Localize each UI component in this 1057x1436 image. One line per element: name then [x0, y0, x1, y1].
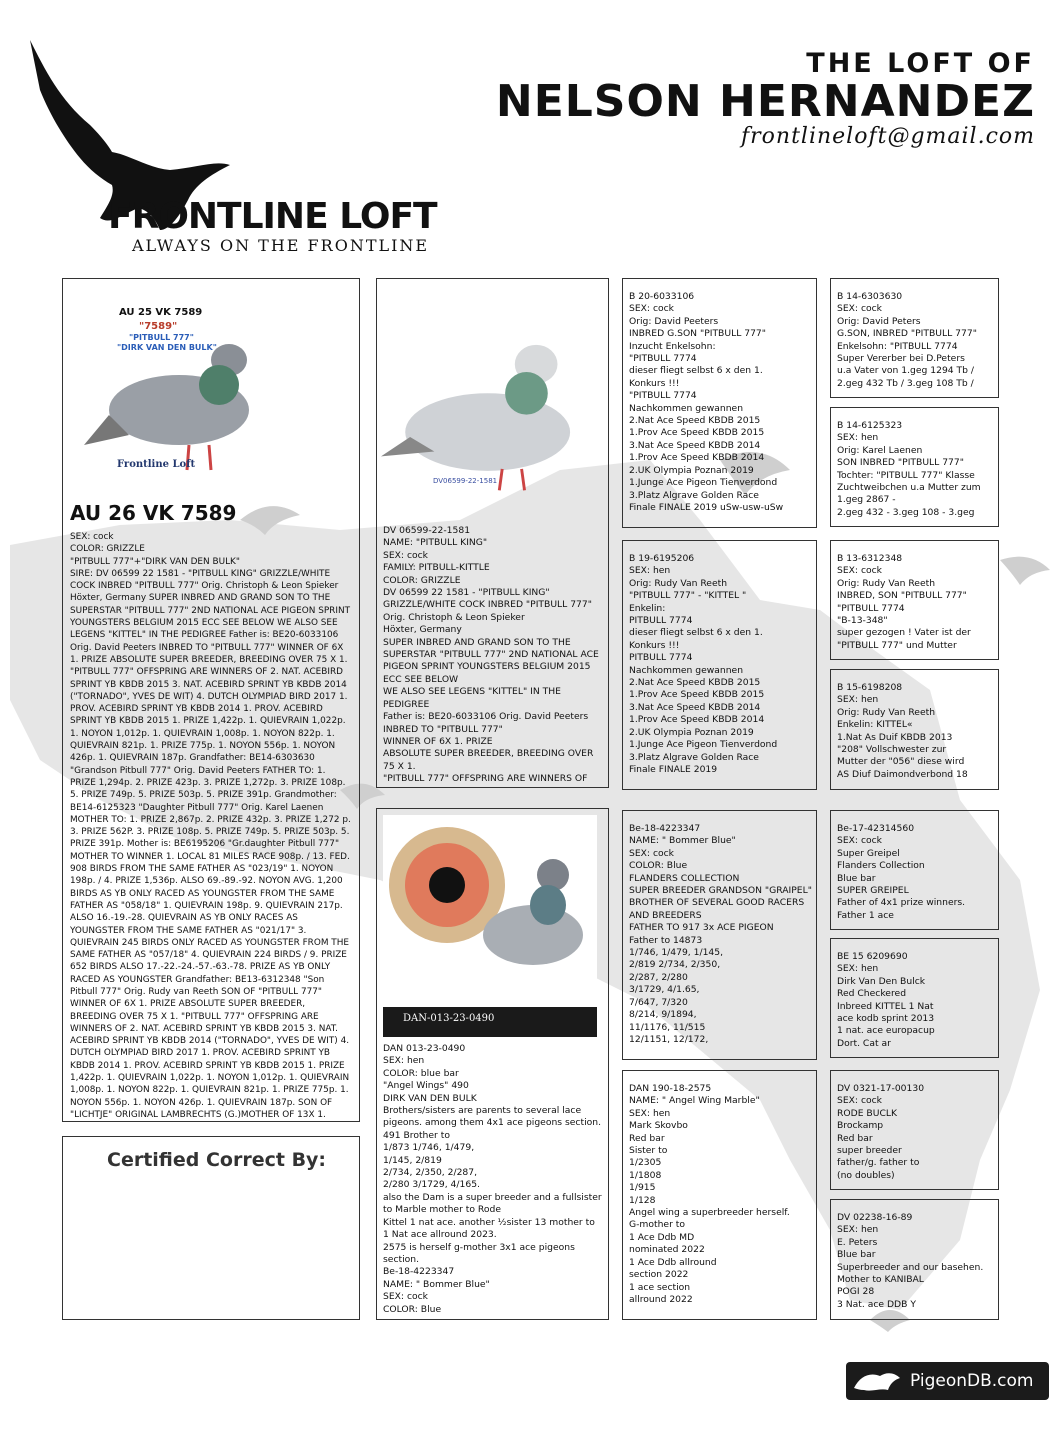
loft-of-heading: THE LOFT OF: [806, 48, 1035, 79]
loft-email: frontlineloft@gmail.com: [741, 124, 1035, 149]
pigeondb-logo-icon: [852, 1366, 902, 1396]
ancestor-text-dss: Be-17-42314560 SEX: cock Super Greipel Flanders Collection Blue bar SUPER GREIPEL Father of 4x1 prize winners. Father 1 ace: [837, 823, 966, 921]
sire-photo: [381, 283, 605, 523]
ancestor-text-sdd: B 15-6198208 SEX: hen Orig: Rudy Van Reeth Enkelin: KITTEL« 1.Nat As Duif KBDB 2013 "208" Vollschwester zur Mutter der "056" diese wird AS Diuf Daimondverbond 18: [837, 682, 968, 780]
sire-photo-caption: DV06599-22-1581: [433, 477, 498, 485]
brand-title: FRONTLINE LOFT: [108, 196, 437, 237]
ancestor-box-ddd: [830, 1199, 999, 1320]
photo-ring-label: AU 25 VK 7589: [119, 307, 203, 318]
photo-signature: Frontline Loft: [117, 459, 196, 470]
ancestor-text-ss: B 20-6033106 SEX: cock Orig: David Peeters INBRED G.SON "PITBULL 777" Inzucht Enkelsohn: "PITBULL 7774 dieser fliegt selbst 6 x den 1. Konkurs !!! "PITBULL 7774 Nachkommen gewannen 2.Nat Ace Speed KBDB 2015 1.Prov Ace Speed KBDB 2015 3.Nat Ace Speed KBDB 2014 1.Prov Ace Speed KBDB 2014 2.UK Olympia Poznan 2019 1.Junge Ace Pigeon Tienverdond 3.Platz Algrave Golden Race Finale FINALE 2019 uSw-usw-uSw: [629, 291, 784, 513]
ancestor-box-dss: [830, 810, 999, 930]
ancestor-box-sds: [830, 540, 999, 660]
photo-name-label: "7589": [139, 321, 178, 332]
ancestor-box-sd: [622, 540, 817, 790]
ancestor-text-sss: B 14-6303630 SEX: cock Orig: David Peters G.SON, INBRED "PITBULL 777" Enkelsohn: "PITBULL 7774 Super Vererber bei D.Peters u.a Vater von 1.geg 1294 Tb / 2.geg 432 Tb / 3.geg 108 Tb /: [837, 291, 977, 389]
main-pedigree-text: SEX: cock COLOR: GRIZZLE "PITBULL 777"+"DIRK VAN DEN BULK" SIRE: DV 06599 22 1581 - "PITBULL KING" GRIZZLE/WHITE COCK INBRED "PITBULL 777" Orig. Christoph & Leon Spieker Höxter, Germany SUPER INBRED AND GRAND SON TO THE SUPERSTAR "PITBULL 777" 2ND NATIONAL ACE PIGEON SPRINT YOUNGSTERS BELGIUM 2015 ECC SEE BELOW WE ALSO SEE LEGENS "KITTEL" IN THE PEDIGREE Father is: BE20-6033106 Orig. David Peeters INBRED TO "PITBULL 777" WINNER OF 6X 1. PRIZE ABSOLUTE SUPER BREEDER, BREEDING OVER 75 X 1. "PITBULL 777" OFFSPRING ARE WINNERS OF 2. NAT. ACEBIRD SPRINT YB KBDB 2015 3. NAT. ACEBIRD SPRINT YB KBDB 2014 ("TORNADO", YVES DE WIT) 4. DUTCH OLYMPIAD BIRD 2017 1. PROV. ACEBIRD SPRINT YB KBDB 2014 1. PROV. ACEBIRD SPRINT YB KBDB 2015 1. PRIZE 1,422p. 1. QUIEVRAIN 1,022p. 1. NOYON 1,012p. 1. QUIEVRAIN 1,008p. 1. NOYON 822p. 1. QUIEVRAIN 821p. 1. PRIZE 775p. 1. NOYON 556p. 1. NOYON 426p. 1. QUIEVRAIN 187p. Grandfather: BE14-6303630 "Grandson Pitbull 777" Orig. David Peeters FATHER TO: 1. PRIZE 1,294p. 2. PRIZE 423p. 3. PRIZE 1,272p. 3. PRIZE 108p. 5. PRIZE 749p. 5. PRIZE 503p. 5. PRIZE 391p. Grandmother: BE14-6125323 "Daughter Pitbull 777" Orig. Karel Laenen MOTHER TO: 1. PRIZE 2,867p. 2. PRIZE 432p. 3. PRIZE 1,272 p. 3. PRIZE 562P. 3. PRIZE 108p. 5. PRIZE 749p. 5. PRIZE 503p. 5. PRIZE 391p. Mother is: BE6195206 "Gr.daughter Pitbull 777" MOTHER TO WINNER 1. LOCAL 81 MILES RACE 908p. / 13. FED. 908 BIRDS FROM THE SAME FATHER AS "023/19" 1. NOYON 198p. / 4. PRIZE 1,536p. ALSO 69.-89.-92. NOYON AVG. 1,200 BIRDS AS YB ONLY RACED AS YOUNGSTER FROM THE SAME FATHER AS "058/18" 1. QUIEVRAIN 198p. 9. QUIEVRAIN 217p. ALSO 16.-19.-28. QUIEVRAIN AS YB ONLY RACES AS YOUNGSTER FROM THE SAME FATHER AS "021/17" 3. QUIEVRAIN 245 BIRDS ONLY RACED AS YOUNGSTER FROM THE SAME FATHER AS "057/18" 4. QUIEVRAIN 224 BIRDS / 9. PRIZE 652 BIRDS ALSO 17.-22.-24.-57.-63.-78. PRIZE AS YB ONLY RACED AS YOUNGSTER Grandfather: BE13-6312348 "Son Pitbull 777" Orig. Rudy van Reeth SON OF "PITBULL 777" WINNER OF 6X 1. PRIZE ABSOLUTE SUPER BREEDER, BREEDING OVER 75 X 1. "PITBULL 777" OFFSPRING ARE WINNERS OF 2. NAT. ACEBIRD SPRINT YB KBDB 2015 3. NAT. ACEBIRD SPRINT YB KBDB 2014 ("TORNADO", YVES DE WIT) 4. DUTCH OLYMPIAD BIRD 2017 1. PROV. ACEBIRD SPRINT YB KBDB 2014 1. PROV. ACEBIRD SPRINT YB KBDB 2015 1. PRIZE 1,422p. 1. QUIEVRAIN 1,022p. 1. NOYON 1,012p. 1. QUIEVRAIN 1,008p. 1. NOYON 822p. 1. QUIEVRAIN 821p. 1. PRIZE 775p. 1. NOYON 556p. 1. NOYON 426p. 1. QUIEVRAIN 187p. SON OF "LICHTJE" ORIGINAL LAMBRECHTS (G.)MOTHER OF 13X 1.: [70, 532, 351, 1120]
dam-box: [376, 808, 609, 1320]
ancestor-text-ds: Be-18-4223347 NAME: " Bommer Blue" SEX: cock COLOR: Blue FLANDERS COLLECTION SUPER BREEDER GRANDSON "GRAIPEL" BROTHER OF SEVERAL GOOD RACERS AND BREEDERS FATHER TO 917 3x ACE PIGEON Father to 14873 1/746, 1/479, 1/145, 2/819 2/734, 2/350, 2/287, 2/280 3/1729, 4/1.65, 7/647, 7/320 8/214, 9/1894, 11/1176, 11/515 12/1151, 12/172,: [629, 823, 812, 1045]
ancestor-box-sdd: [830, 669, 999, 790]
ancestor-text-dds: DV 0321-17-00130 SEX: cock RODE BUCLK Brockamp Red bar super breeder father/g. father to (no doubles): [837, 1083, 925, 1181]
loft-owner-name: NELSON HERNANDEZ: [495, 76, 1035, 127]
ancestor-box-ds: [622, 810, 817, 1060]
photo-family-label-2: "DIRK VAN DEN BULK": [117, 343, 217, 352]
ancestor-text-dsd: BE 15 6209690 SEX: hen Dirk Van Den Bulck Red Checkered Inbreed KITTEL 1 Nat ace kodb sprint 2013 1 nat. ace europacup Dort. Cat ar: [837, 951, 935, 1049]
ancestor-text-sds: B 13-6312348 SEX: cock Orig: Rudy Van Reeth INBRED, SON "PITBULL 777" "PITBULL 7774 "B-13-348" super gezogen ! Vater ist der "PITBULL 777" und Mutter: [837, 553, 971, 651]
dam-text: DAN 013-23-0490 SEX: hen COLOR: blue bar "Angel Wings" 490 DIRK VAN DEN BULK Brothers/sisters are parents to several lace pigeons. among them 4x1 ace pigeons section. 491 Brother to 1/873 1/746, 1/479, 1/145, 2/819 2/734, 2/350, 2/287, 2/280 3/1729, 4/165. also the Dam is a super breeder and a fullsister to Marble mother to Rode Kittel 1 nat ace. another ½sister 13 mother to 1 Nat ace allround 2023. 2575 is herself g-mother 3x1 ace pigeons section. Be-18-4223347 NAME: " Bommer Blue" SEX: cock COLOR: Blue: [383, 1043, 602, 1315]
watermark-bird-3: [1000, 557, 1050, 585]
ancestor-box-dds: [830, 1070, 999, 1190]
pigeondb-badge[interactable]: [846, 1362, 1049, 1400]
main-pigeon-photo: [69, 285, 273, 493]
dam-eye-photo: [383, 815, 597, 1037]
sire-text: DV 06599-22-1581 NAME: "PITBULL KING" SEX: cock FAMILY: PITBULL-KITTLE COLOR: GRIZZLE DV 06599 22 1581 - "PITBULL KING" GRIZZLE/WHITE COCK INBRED "PITBULL 777" Orig. Christoph & Leon Spieker Höxter, Germany SUPER INBRED AND GRAND SON TO THE SUPERSTAR "PITBULL 777" 2ND NATIONAL ACE PIGEON SPRINT YOUNGSTERS BELGIUM 2015 ECC SEE BELOW WE ALSO SEE LEGENS "KITTEL" IN THE PEDIGREE Father is: BE20-6033106 Orig. David Peeters INBRED TO "PITBULL 777" WINNER OF 6X 1. PRIZE ABSOLUTE SUPER BREEDER, BREEDING OVER 75 X 1. "PITBULL 777" OFFSPRING ARE WINNERS OF: [383, 525, 599, 785]
main-pigeon-box: [62, 278, 360, 1122]
pigeondb-label: PigeonDB.com: [910, 1371, 1034, 1391]
certified-heading: Certified Correct By:: [107, 1149, 327, 1171]
ancestor-text-ddd: DV 02238-16-89 SEX: hen E. Peters Blue bar Superbreeder and our basehen. Mother to KANIBAL POGI 28 3 Nat. ace DDB Y: [837, 1212, 984, 1310]
ancestor-box-dd: [622, 1070, 817, 1320]
main-ring-number: AU 26 VK 7589: [70, 501, 237, 525]
photo-family-label: "PITBULL 777": [129, 333, 194, 342]
brand-tagline: ALWAYS ON THE FRONTLINE: [132, 236, 430, 255]
ancestor-box-dsd: [830, 938, 999, 1058]
ancestor-box-ss: [622, 278, 817, 528]
ancestor-box-ssd: [830, 407, 999, 527]
ancestor-text-ssd: B 14-6125323 SEX: hen Orig: Karel Laenen SON INBRED "PITBULL 777" Tochter: "PITBULL 777" Klasse Zuchtweibchen u.a Mutter zum 1.geg 2867 - 2.geg 432 - 3.geg 108 - 3.geg: [837, 420, 981, 518]
sire-box: [376, 278, 609, 788]
ancestor-box-sss: [830, 278, 999, 398]
ancestor-text-sd: B 19-6195206 SEX: hen Orig: Rudy Van Reeth "PITBULL 777" - "KITTEL " Enkelin: PITBULL 7774 dieser fliegt selbst 6 x den 1. Konkurs !!! PITBULL 7774 Nachkommen gewannen 2.Nat Ace Speed KBDB 2015 1.Prov Ace Speed KBDB 2015 3.Nat Ace Speed KBDB 2014 1.Prov Ace Speed KBDB 2014 2.UK Olympia Poznan 2019 1.Junge Ace Pigeon Tienverdond 3.Platz Algrave Golden Race Finale FINALE 2019: [629, 553, 778, 775]
ancestor-text-dd: DAN 190-18-2575 NAME: " Angel Wing Marble" SEX: hen Mark Skovbo Red bar Sister to 1/2305 1/1808 1/915 1/128 Angel wing a superbreeder herself. G-mother to 1 Ace Ddb MD nominated 2022 1 Ace Ddb allround section 2022 1 ace section allround 2022: [629, 1083, 790, 1305]
dam-photo-caption: DAN-013-23-0490: [403, 1013, 495, 1024]
certified-box: [62, 1136, 360, 1320]
dam-photo: [383, 815, 597, 1037]
